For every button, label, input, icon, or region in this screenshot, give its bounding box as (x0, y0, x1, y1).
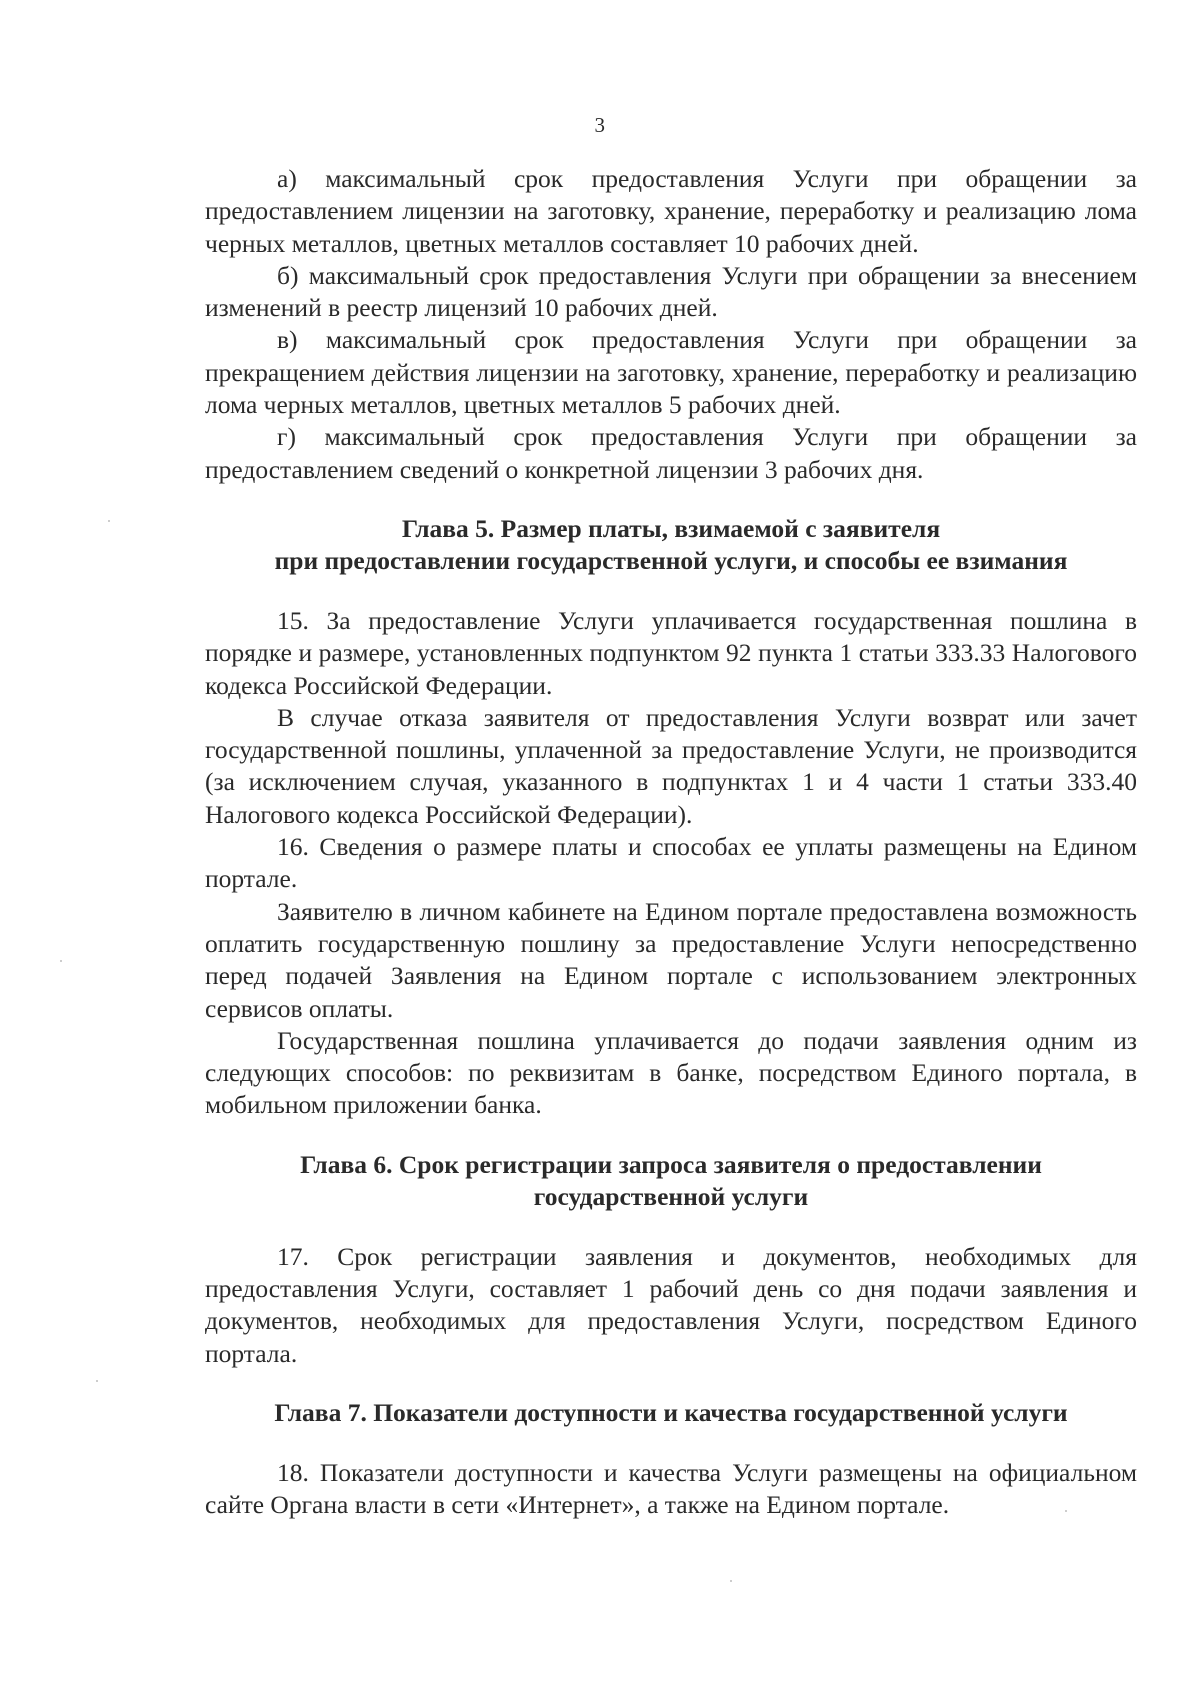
paragraph-17: 17. Срок регистрации заявления и документов, необходимых для предоставления Услуги, составляет 1 рабочий день со дня подачи заявления и документов, необходимых для предоставления Услуги, посредством Единого портала. (205, 1241, 1137, 1368)
paragraph-b: б) максимальный срок предоставления Услуги при обращении за внесением изменений в реестр лицензий 10 рабочих дней. (205, 260, 1137, 323)
scan-speck (96, 1380, 98, 1382)
chapter-5-title-line-2: при предоставлении государственной услуги, и способы ее взимания (274, 545, 1068, 575)
paragraph-v: в) максимальный срок предоставления Услуги при обращении за прекращением действия лицензии на заготовку, хранение, переработку и реализацию лома черных металлов, цветных металлов 5 рабочих дней. (205, 325, 1137, 420)
paragraph-16: 16. Сведения о размере платы и способах ее уплаты размещены на Едином портале. (205, 832, 1137, 894)
document-body (205, 163, 1137, 1522)
chapter-5-body (205, 605, 1137, 1122)
chapter-5-heading (205, 513, 1137, 577)
page-number: 3 (594, 113, 606, 137)
paragraph-g: г) максимальный срок предоставления Услуги при обращении за предоставлением сведений о конкретной лицензии 3 рабочих дня. (205, 422, 1137, 484)
paragraph-a: а) максимальный срок предоставления Услуги при обращении за предоставлением лицензии на заготовку, хранение, переработку и реализацию лома черных металлов, цветных металлов составляет 10 рабочих дней. (205, 164, 1137, 258)
paragraph-payment-methods: Государственная пошлина уплачивается до подачи заявления одним из следующих способов: по реквизитам в банке, посредством Единого портала, в мобильном приложении банка. (205, 1025, 1137, 1120)
chapter-6-title-line-2: государственной услуги (533, 1181, 809, 1211)
paragraph-15: 15. За предоставление Услуги уплачивается государственная пошлина в порядке и размере, установленных подпунктом 92 пункта 1 статьи 333.33 Налогового кодекса Российской Федерации. (205, 605, 1137, 700)
chapter-6-title-line-1: Глава 6. Срок регистрации запроса заявителя о предоставлении (300, 1149, 1042, 1179)
paragraph-personal-account: Заявителю в личном кабинете на Едином портале предоставлена возможность оплатить государственную пошлину за предоставление Услуги непосредственно перед подачей Заявления на Едином портале с использованием электронных сервисов оплаты. (205, 896, 1137, 1023)
scan-speck (730, 1580, 732, 1582)
chapter-7-heading (205, 1397, 1137, 1429)
scan-speck (60, 960, 62, 962)
scan-speck (1065, 1510, 1067, 1512)
paragraph-refund: В случае отказа заявителя от предоставления Услуги возврат или зачет государственной пошлины, уплаченной за предоставление Услуги, не производится (за исключением случая, указанного в подпунктах 1 и 4 части 1 статьи 333.40 Налогового кодекса Российской Федерации). (205, 702, 1137, 829)
paragraph-18: 18. Показатели доступности и качества Услуги размещены на официальном сайте Органа власти в сети «Интернет», а также на Едином портале. (205, 1457, 1137, 1520)
chapter-6-heading (205, 1149, 1137, 1213)
chapter-7-title-line-1: Глава 7. Показатели доступности и качества государственной услуги (274, 1397, 1068, 1427)
chapter-7-body (205, 1457, 1137, 1522)
chapter-6-body (205, 1241, 1137, 1370)
scan-speck (108, 520, 110, 522)
chapter-5-title-line-1: Глава 5. Размер платы, взимаемой с заявителя (401, 513, 941, 543)
